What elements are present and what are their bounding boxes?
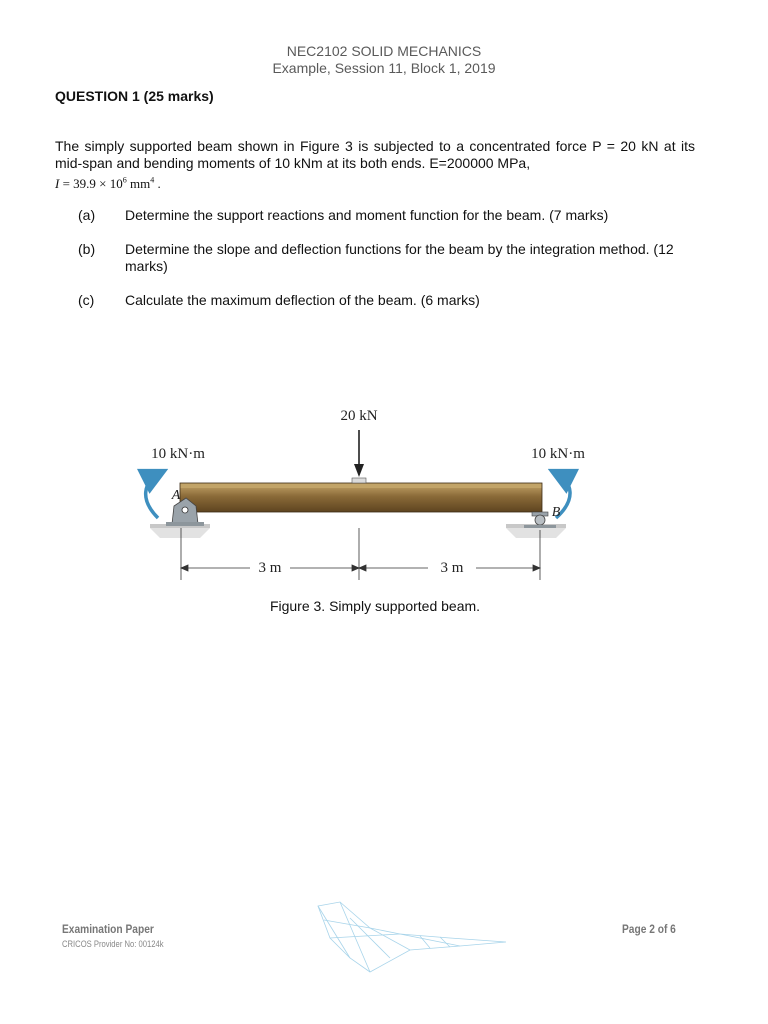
- part-label: (c): [78, 292, 95, 308]
- question-title: QUESTION 1 (25 marks): [55, 88, 214, 104]
- ground-left: [150, 524, 210, 538]
- footer-title: Examination Paper: [62, 922, 154, 936]
- footer-page-number: Page 2 of 6: [622, 922, 676, 936]
- intro-text: The simply supported beam shown in Figure 3 is subjected to a concentrated force P = 20 kN at its mid-span and bending moments of 10 kNm at its both ends. E=200000 MPa,: [55, 138, 695, 171]
- university-logo-icon: [310, 898, 510, 978]
- inertia-end: .: [154, 176, 161, 192]
- moment-right-label: 10 kN·m: [531, 446, 585, 462]
- part-label: (a): [78, 207, 96, 223]
- header-course: NEC2102 SOLID MECHANICS: [286, 43, 482, 59]
- moment-left-label: 10 kN·m: [151, 446, 205, 462]
- support-b-label: B: [551, 505, 561, 520]
- part-text: Determine the support reactions and moment function for the beam. (7 marks): [125, 207, 609, 223]
- footer-provider: CRICOS Provider No: 00124k: [62, 939, 164, 949]
- inertia-unit-exponent: 4: [150, 176, 155, 185]
- inertia-value: = 39.9 × 10: [59, 176, 123, 192]
- load-arrow-icon: [354, 430, 364, 477]
- part-text: Determine the slope and deflection functions for the beam by the integration method. (12 marks): [125, 241, 674, 274]
- inertia-unit: mm: [126, 176, 151, 192]
- inertia-symbol: I: [55, 176, 60, 192]
- support-a-label: A: [171, 488, 181, 503]
- header-session: Example, Session 11, Block 1, 2019: [272, 60, 496, 76]
- part-text: Calculate the maximum deflection of the beam. (6 marks): [125, 292, 480, 308]
- dimension-lines: [181, 528, 540, 580]
- part-label: (b): [78, 241, 96, 257]
- moment-arrow-left-icon: [146, 472, 162, 518]
- figure-caption: Figure 3. Simply supported beam.: [269, 598, 481, 614]
- load-label: 20 kN: [340, 408, 378, 424]
- span-right-label: 3 m: [440, 560, 464, 576]
- beam: [180, 478, 542, 512]
- inertia-exponent: 6: [122, 176, 127, 185]
- span-left-label: 3 m: [258, 560, 282, 576]
